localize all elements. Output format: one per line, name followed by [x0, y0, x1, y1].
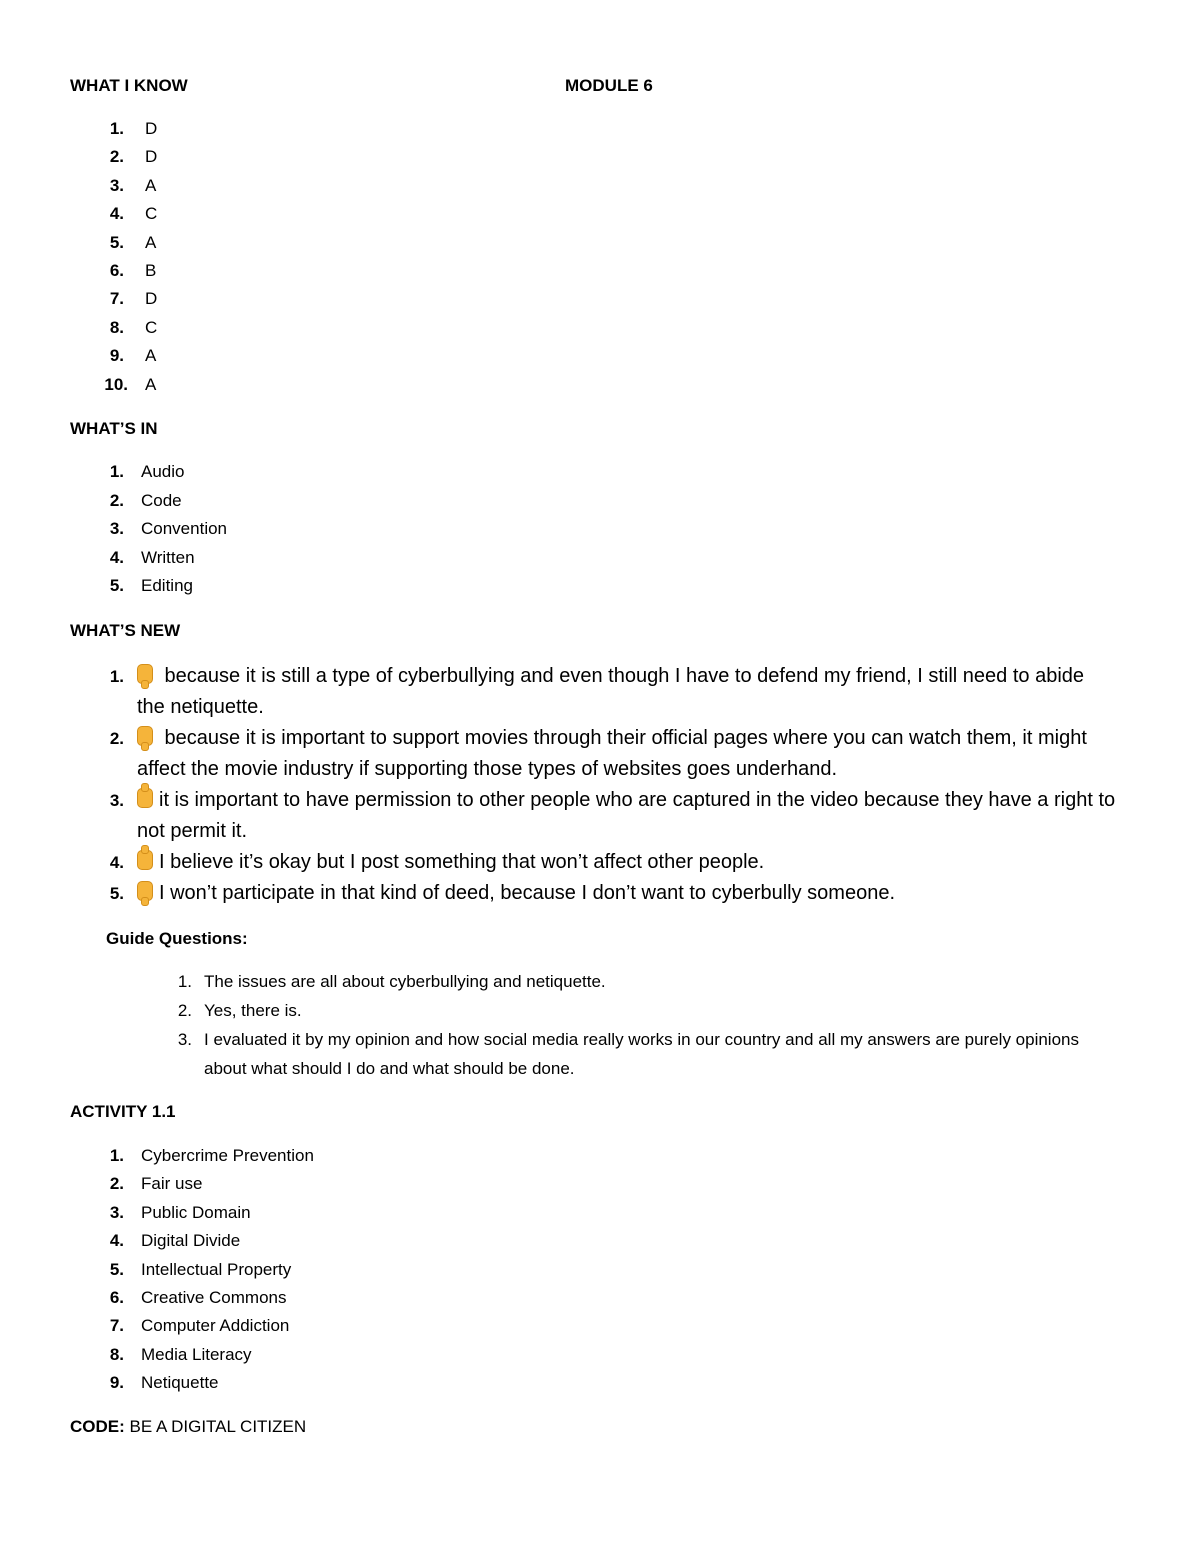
what-i-know-heading: WHAT I KNOW — [70, 76, 188, 95]
thumbs-up-icon — [137, 850, 153, 870]
code-label: CODE: — [70, 1417, 125, 1436]
document-page: WHAT I KNOW MODULE 6 1. D 2. D 3. A 4. C 5. A 6. B 7. D 8. C 9. A 10. A WHAT’S IN 1. Audio 2. Code 3. Convention 4. Written 5. Editing WHAT’S NEW 1. because it is still a type of cyberbullying and even though I have to defend my friend, I still need to abide the netiquette. 2. because it is important to support movies through their official pages where you can watch them, it might affect the movie industry if supporting those types of websites goes underhand. 3. it is important to have permission to other people who are captured in the video because they have a right to not permit it. 4. I believe it’s okay but I post something that won’t affect other people. 5. I won’t participate in that kind of deed, because I don’t want to cyberbully someone. Guide Questions: 1. The issues are all about cyberbullying and netiquette. 2. Yes, there is. 3. I evaluated it by my opinion and how social media really works in our country and all my answers are purely opinions about what should I do and what should be done. ACTIVITY 1.1 1. Cybercrime Prevention 2. Fair use 3. Public Domain 4. Digital Divide 5. Intellectual Property 6. Creative Commons 7. Computer Addiction 8. Media Literacy 9. Netiquette CODE: BE A DIGITAL CITIZEN — [70, 76, 1116, 1436]
whats-in-heading: WHAT’S IN — [70, 419, 158, 438]
thumbs-up-icon — [137, 788, 153, 808]
thumbs-down-icon — [137, 664, 153, 684]
code-value: BE A DIGITAL CITIZEN — [124, 1417, 307, 1436]
thumbs-down-icon — [137, 726, 153, 746]
thumbs-down-icon — [137, 881, 153, 901]
guide-questions-heading: Guide Questions: — [106, 929, 248, 948]
module-title: MODULE 6 — [565, 76, 653, 95]
whats-new-heading: WHAT’S NEW — [70, 621, 181, 640]
activity-heading: ACTIVITY 1.1 — [70, 1102, 176, 1121]
code-line — [70, 1417, 306, 1437]
